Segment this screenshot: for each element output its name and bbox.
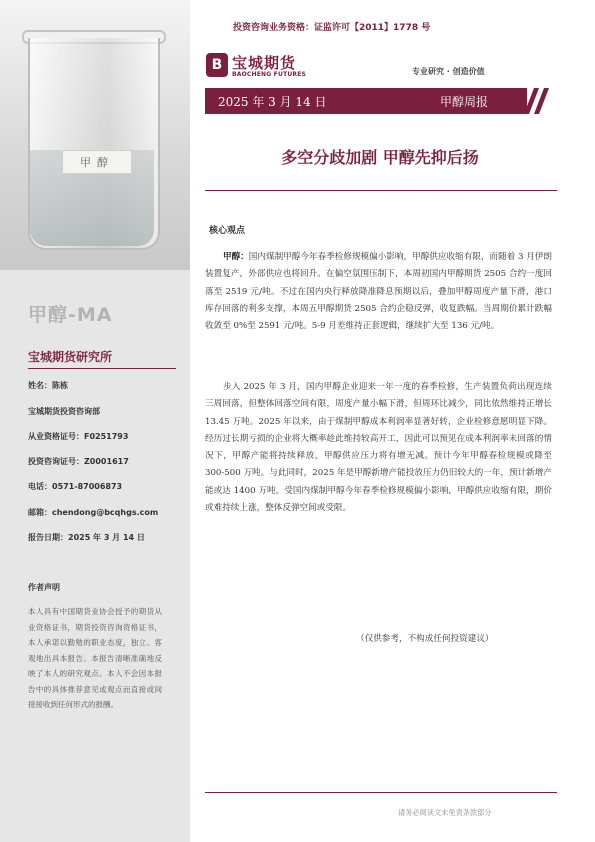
paragraph-1 — [205, 249, 552, 335]
consulting-id: 投资咨询证号：Z0001617 — [28, 457, 129, 466]
department: 宝城期货投资咨询部 — [28, 407, 100, 416]
report-type: 甲醇周报 — [440, 95, 489, 109]
report-date: 报告日期：2025 年 3 月 14 日 — [28, 533, 145, 542]
headline-divider — [205, 190, 557, 191]
logo-name: 宝城期货 — [232, 54, 297, 72]
phone: 电话：0571-87006873 — [28, 482, 123, 491]
qualification-id: 从业资格证号：F0251793 — [28, 432, 129, 441]
logo-icon: B — [206, 53, 228, 77]
registration-text: 投资咨询业务资格：证监许可【2011】1778 号 — [233, 23, 431, 33]
analyst-name: 姓名：陈栋 — [28, 381, 68, 390]
institute-divider — [28, 368, 176, 369]
band-stripes — [522, 88, 552, 114]
email: 邮箱：chendong@bcqhgs.com — [28, 508, 159, 517]
footer-divider — [205, 792, 557, 793]
commodity-title: 甲醇-MA — [28, 304, 113, 326]
lead-term: 甲醇： — [223, 252, 249, 262]
slogan: 专业研究 · 创造价值 — [412, 67, 485, 76]
sidebar — [0, 0, 190, 842]
footer-text: 请务必阅读文末免责条款部分 — [398, 808, 492, 817]
declaration-text: 本人具有中国期货业协会授予的期货从业资格证书，期货投资咨询资格证书，本人承诺以勤勉的职业态度，独立、客观地出具本报告。本报告清晰准确地反映了本人的研究观点。本人不会因本报告中的具体推荐意见或观点而直接或间接接收到任何形式的报酬。 — [28, 607, 162, 709]
paragraph-1-text: 国内煤制甲醇今年春季检修规模偏小影响，甲醇供应收缩有限，而随着 3 月伊朗装置复产，外部供应也将回升。在偏空氛围压制下，本周初国内甲醇期货 2505 合约一度回落至 2519 元/吨。不过在国内央行释放降准降息预期以后，叠加甲醇周度产量下滑，港口库存回落的利多支撑，本周五甲醇期货 2505 合约企稳反弹，收复跌幅。当周期价累计跌幅收敛至 0%至 2591 元/吨。5-9 月差维持正套逻辑，继续扩大至 136 元/吨。 — [205, 252, 552, 332]
institute-name: 宝城期货研究所 — [28, 350, 113, 364]
logo-english: BAOCHENG FUTURES — [232, 71, 307, 78]
section-title: 核心观点 — [209, 226, 246, 236]
declaration-title: 作者声明 — [28, 583, 60, 592]
paragraph-2: 步入 2025 年 3 月，国内甲醇企业迎来一年一度的春季检修，生产装置负荷出现连续三周回落，但整体回落空间有限，周度产量小幅下滑，但周环比减少，同比依然维持正增长 13.45 万吨。2025 年以来，由于煤制甲醇成本利润率显著好转，企业检修意愿明显下降。经历过长期亏损的企业将大概率趁此维持较高开工，因此可以预见在成本利润率未回落的情况下，甲醇产能将持续释放，甲醇供应压力将有增无减。预计今年甲醇春检规模或降至 300-500 万吨。与此同时，2025 年是甲醇新增产能投放压力仍旧较大的一年，预计新增产能或达 1400 万吨。受国内煤制甲醇今年春季检修规模偏小影响，甲醇供应收缩有限，期价或难持续上涨，整体反弹空间或受限。 — [205, 382, 552, 514]
headline: 多空分歧加剧 甲醇先抑后扬 — [281, 148, 479, 167]
beaker-label: 甲醇 — [62, 150, 132, 174]
disclaimer: （仅供参考，不构成任何投资建议） — [356, 634, 494, 644]
cover-photo — [0, 0, 190, 270]
band-date: 2025 年 3 月 14 日 — [218, 95, 327, 109]
